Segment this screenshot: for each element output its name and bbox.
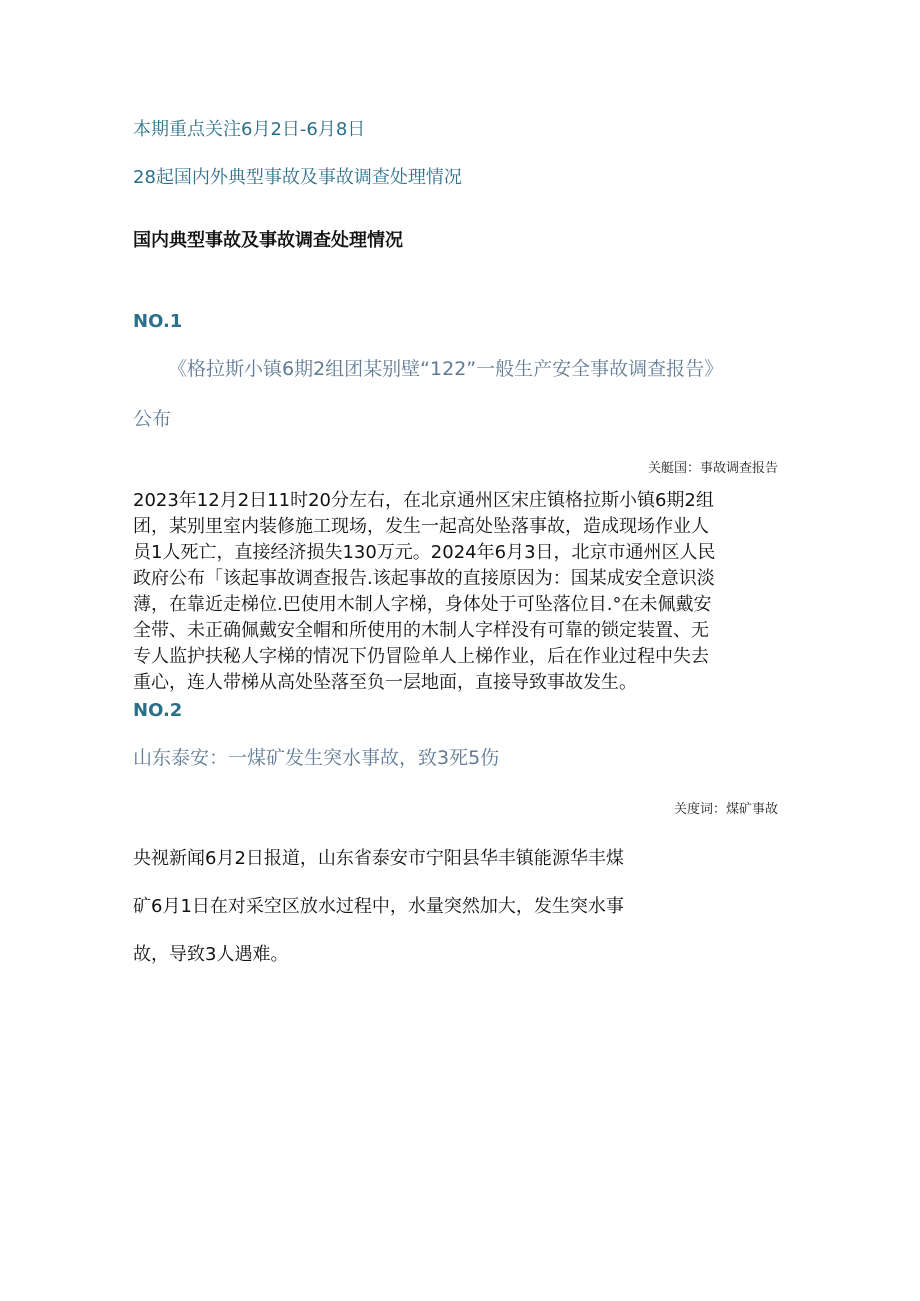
item-2-body-line: 央视新闻6月2日报道，山东省泰安市宁阳县华丰镇能源华丰煤 xyxy=(133,848,624,869)
item-1-body-line: 全带、未正确佩戴安全帽和所使用的木制人字样没有可靠的锁定装置、无 xyxy=(133,620,709,641)
item-1-body-line: 员1人死亡，直接经济损失130万元。2024年6月3日，北京市通州区人民 xyxy=(133,542,716,563)
item-1-keywords: 关艇国：事故调查报告 xyxy=(647,461,778,476)
section-title: 国内典型事故及事故调查处理情况 xyxy=(133,230,403,251)
item-1-number: NO.1 xyxy=(133,311,183,332)
item-1-body-line: 2023年12月2日11时20分左右，在北京通州区宋庄镇格拉斯小镇6期2组 xyxy=(133,490,714,511)
summary-heading: 28起国内外典型事故及事故调查处理情况 xyxy=(133,167,462,188)
item-1-body-line: 专人监护扶秘人字梯的情况下仍冒险单人上梯作业，后在作业过程中失去 xyxy=(133,646,709,667)
item-1-body-line: 重心，连人带梯从高处坠落至负一层地面，直接导致事故发生。 xyxy=(133,672,637,693)
item-1-body-line: 团，某别里室内装修施工现场，发生一起高处坠落事故，造成现场作业人 xyxy=(133,516,709,537)
item-1-title-continued: 公布 xyxy=(133,408,172,430)
item-2-body-line: 矿6月1日在对采空区放水过程中，水量突然加大，发生突水事 xyxy=(133,896,624,917)
item-2-keywords: 关度词：煤矿事故 xyxy=(673,802,778,817)
item-1-body xyxy=(133,488,793,696)
item-2-title: 山东泰安：一煤矿发生突水事故，致3死5伤 xyxy=(133,747,500,769)
item-1-title: 《格拉斯小镇6期2组团某别壁“122”一般生产安全事故调查报告》 xyxy=(168,358,724,380)
item-1-body-line: 薄，在靠近走梯位.巴使用木制人字梯，身体处于可坠落位目.°在未佩戴安 xyxy=(133,594,712,615)
item-2-body-line: 故，导致3人遇难。 xyxy=(133,944,289,965)
focus-period-heading: 本期重点关注6月2日-6月8日 xyxy=(133,119,366,140)
item-1-body-line: 政府公布「该起事故调查报告.该起事故的直接原因为：国某成安全意识淡 xyxy=(133,568,715,589)
item-2-number: NO.2 xyxy=(133,700,183,721)
